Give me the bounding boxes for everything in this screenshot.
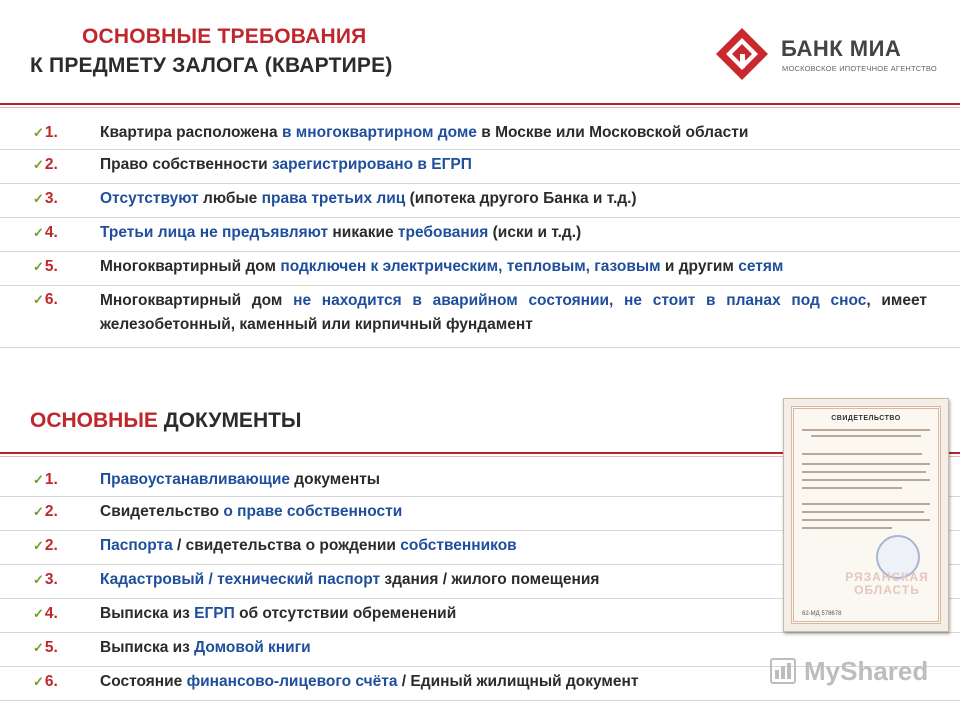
highlighted-text: финансово-лицевого счёта (186, 673, 398, 690)
item-number (33, 503, 58, 521)
plain-text: здания / жилого помещения (380, 571, 600, 588)
item-number (33, 258, 58, 276)
check-icon: ✓ (33, 125, 44, 140)
check-icon: ✓ (33, 538, 44, 553)
highlighted-text: о праве собственности (223, 503, 403, 520)
certificate-line (802, 479, 930, 481)
check-icon: ✓ (33, 292, 44, 307)
certificate-line (802, 519, 930, 521)
header-divider (0, 103, 960, 105)
certificate-line (802, 527, 892, 529)
item-text (100, 571, 599, 589)
check-icon: ✓ (33, 191, 44, 206)
plain-text: Выписка из (100, 605, 195, 622)
plain-text: Право собственности (100, 156, 272, 173)
item-number-text: 3. (44, 190, 58, 207)
check-icon: ✓ (33, 572, 44, 587)
page-subtitle: К ПРЕДМЕТУ ЗАЛОГА (КВАРТИРЕ) (30, 54, 393, 77)
certificate-line (811, 435, 921, 437)
highlighted-text: зарегистрировано в ЕГРП (271, 156, 472, 173)
item-text (100, 471, 380, 489)
item-number-text: 1. (44, 471, 58, 488)
documents-title-accent: ОСНОВНЫЕ (30, 409, 158, 432)
plain-text: Выписка из (100, 639, 195, 656)
check-icon: ✓ (33, 640, 44, 655)
requirement-row (0, 149, 960, 184)
requirement-row (0, 217, 960, 252)
plain-text: Многоквартирный дом (100, 258, 281, 275)
requirement-row (0, 285, 960, 348)
item-number-text: 3. (44, 571, 58, 588)
highlighted-text: Правоустанавливающие (100, 471, 290, 488)
plain-text: , имеет железобетонный, каменный или кирпичный фундамент (100, 292, 927, 333)
item-number-text: 6. (44, 291, 58, 308)
plain-text: / свидетельства о рождении (172, 537, 401, 554)
plain-text: (иски и т.д.) (488, 224, 582, 241)
item-text (100, 289, 927, 337)
item-number-text: 6. (44, 673, 58, 690)
myshared-logo-icon (770, 658, 796, 684)
item-number (33, 156, 58, 174)
check-icon: ✓ (33, 225, 44, 240)
highlighted-text: собственников (400, 537, 517, 554)
highlighted-text: подключен к электрическим, тепловым, газовым (280, 258, 661, 275)
item-number (33, 190, 58, 208)
plain-text: Состояние (100, 673, 187, 690)
highlighted-text: требования (397, 224, 489, 241)
item-number-text: 2. (44, 156, 58, 173)
check-icon: ✓ (33, 472, 44, 487)
highlighted-text: в многоквартирном доме (281, 124, 477, 141)
documents-title (30, 409, 302, 433)
item-number (33, 571, 58, 589)
highlighted-text: права третьих лиц (261, 190, 406, 207)
plain-text: любые (198, 190, 262, 207)
certificate-line (802, 463, 930, 465)
highlighted-text: Отсутствуют (100, 190, 199, 207)
item-text (100, 224, 581, 242)
item-text (100, 124, 748, 142)
check-icon: ✓ (33, 259, 44, 274)
logo-name: БАНК МИА (781, 36, 902, 61)
plain-text: об отсутствии обременений (234, 605, 457, 622)
item-text (100, 156, 472, 174)
plain-text: Свидетельство (100, 503, 224, 520)
item-text (100, 503, 402, 521)
certificate-line (802, 511, 924, 513)
highlighted-text: Кадастровый / технический паспорт (100, 571, 381, 588)
highlighted-text: ЕГРП (194, 605, 235, 622)
certificate-watermark: РЯЗАНСКАЯ ОБЛАСТЬ (845, 570, 929, 597)
item-text (100, 639, 311, 657)
item-number (33, 124, 58, 142)
item-text (100, 537, 517, 555)
item-number-text: 1. (44, 124, 58, 141)
certificate-line (802, 471, 926, 473)
item-number (33, 224, 58, 242)
item-number-text: 4. (44, 605, 58, 622)
item-number-text: 2. (44, 537, 58, 554)
highlighted-text: сетям (738, 258, 784, 275)
plain-text: Квартира расположена (100, 124, 282, 141)
item-number (33, 291, 58, 309)
item-number (33, 537, 58, 555)
requirement-row (0, 183, 960, 218)
plain-text: никакие (328, 224, 398, 241)
page-title: ОСНОВНЫЕ ТРЕБОВАНИЯ (82, 25, 367, 48)
highlighted-text: Третьи лица не предъявляют (100, 224, 329, 241)
item-text (100, 258, 783, 276)
plain-text: Многоквартирный дом (100, 292, 294, 309)
item-number (33, 673, 58, 691)
bank-mia-logo-icon (714, 26, 770, 82)
documents-title-rest: ДОКУМЕНТЫ (157, 409, 302, 432)
check-icon: ✓ (33, 157, 44, 172)
logo-subtitle: МОСКОВСКОЕ ИПОТЕЧНОЕ АГЕНТСТВО (782, 64, 937, 73)
requirement-row (0, 118, 960, 150)
plain-text: (ипотека другого Банка и т.д.) (405, 190, 637, 207)
certificate-heading: СВИДЕТЕЛЬСТВО (831, 415, 901, 422)
certificate-line (802, 429, 930, 431)
item-number-text: 5. (44, 258, 58, 275)
check-icon: ✓ (33, 606, 44, 621)
certificate-line (802, 503, 930, 505)
highlighted-text: не находится в аварийном состоянии, не стоит в планах под снос (293, 292, 867, 309)
highlighted-text: Домовой книги (194, 639, 311, 656)
item-number-text: 4. (44, 224, 58, 241)
certificate-serial: 62-МД 578678 (802, 611, 842, 617)
highlighted-text: Паспорта (100, 537, 173, 554)
plain-text: документы (289, 471, 381, 488)
myshared-watermark (770, 656, 958, 690)
certificate-line (802, 487, 902, 489)
item-number-text: 5. (44, 639, 58, 656)
plain-text: / Единый жилищный документ (397, 673, 639, 690)
plain-text: и другим (660, 258, 739, 275)
certificate-image (783, 398, 949, 632)
item-text (100, 190, 637, 208)
check-icon: ✓ (33, 674, 44, 689)
item-number (33, 471, 58, 489)
watermark-text: MyShared (804, 656, 929, 686)
item-text (100, 673, 638, 691)
certificate-line (802, 453, 922, 455)
plain-text: в Москве или Московской области (476, 124, 749, 141)
check-icon: ✓ (33, 504, 44, 519)
item-number (33, 639, 58, 657)
requirement-row (0, 251, 960, 286)
item-number-text: 2. (44, 503, 58, 520)
item-number (33, 605, 58, 623)
item-text (100, 605, 456, 623)
bank-logo (714, 26, 954, 82)
